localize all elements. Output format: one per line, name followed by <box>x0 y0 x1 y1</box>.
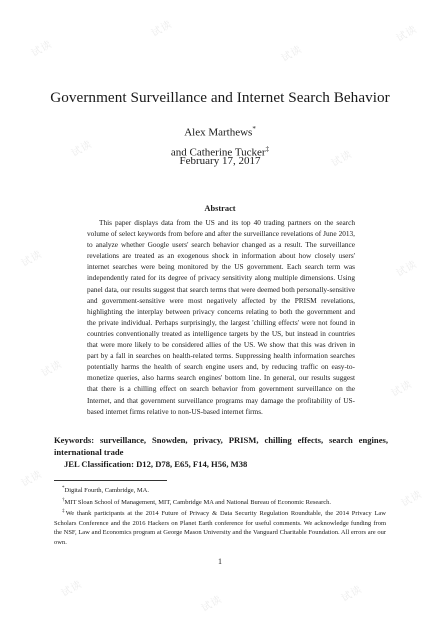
watermark-text: 试读 <box>339 583 365 605</box>
watermark-text: 试读 <box>69 138 95 160</box>
watermark-text: 试读 <box>29 38 55 60</box>
watermark-text: 试读 <box>279 43 305 65</box>
page-number: 1 <box>218 557 222 566</box>
paper-date: February 17, 2017 <box>179 155 261 167</box>
footnote-mark: * <box>62 486 65 491</box>
author-footnote-mark: ‡ <box>265 144 270 153</box>
watermark-text: 试读 <box>19 248 45 270</box>
footnote <box>54 484 386 496</box>
footnote-mark: ‡ <box>62 509 66 515</box>
jel-classification: JEL Classification: D12, D78, E65, F14, H56, M38 <box>64 459 248 469</box>
author-line-1 <box>0 121 440 141</box>
footnote <box>54 496 386 508</box>
watermark-text: 试读 <box>19 468 45 490</box>
watermark-text: 试读 <box>394 23 420 45</box>
author-footnote-mark: * <box>252 125 256 133</box>
footnote-text: Digital Fourth, Cambridge, MA. <box>64 487 149 495</box>
keywords: Keywords: surveillance, Snowden, privacy, PRISM, chilling effects, search engines, international trade <box>54 435 388 457</box>
watermark-text: 试读 <box>399 488 425 510</box>
footnote-text: We thank participants at the 2014 Future of Privacy & Data Security Regulation Roundtable, the 2014 Privacy Law Scholars Conference and the 2016 Hackers on Planet Earth conference for useful comments. We acknowledge funding from the NSF, Law and Economics program at George Mason University and the Vanguard Charitable Foundation. All errors are our own. <box>54 510 386 546</box>
author-name: Alex Marthews <box>184 126 253 139</box>
watermark-text: 试读 <box>199 593 225 615</box>
abstract-text: This paper displays data from the US and its top 40 trading partners on the search volume of select keywords from before and after the surveillance revelations of June 2013, to analyze whether Google users' search behavior changed as a result. The surveillance revelations are treated as an exogenous shock in information about how closely users' internet searches were being monitored by the US government. Each search term was independently rated for its degree of privacy sensitivity along multiple dimensions. Using panel data, our results suggest that search terms that were deemed both personally-sensitive and government-sensitive were most negatively affected by the PRISM revelations, highlighting the interplay between privacy concerns relating to both the government and the private individual. Perhaps surprisingly, the largest 'chilling effects' were not found in countries conventionally treated as intelligence targets by the US, but instead in countries that were more likely to be considered allies of the US. We show that this was driven in part by a fall in searches on health-related terms. Suppressing health information searches potentially harms the health of search engine users and, by reducing traffic on easy-to-monetize queries, also harms search engines' bottom line. In general, our results suggest that there is a chilling effect on search behavior from government surveillance on the Internet, and that government surveillance programs may damage the profitability of US-based internet firms relative to non-US-based internet firms. <box>87 218 355 416</box>
watermark-text: 试读 <box>389 378 415 400</box>
footnote-text: MIT Sloan School of Management, MIT, Cambridge MA and National Bureau of Economic Research. <box>64 498 332 506</box>
watermark-text: 试读 <box>59 578 85 600</box>
footnote-mark: † <box>62 497 65 503</box>
abstract-heading: Abstract <box>204 204 236 213</box>
watermark-text: 试读 <box>394 258 420 280</box>
author-name: and Catherine Tucker <box>170 146 266 159</box>
watermark-text: 试读 <box>39 358 65 380</box>
watermark-text: 试读 <box>149 18 175 40</box>
footnote <box>54 507 386 547</box>
footnote-rule <box>54 480 167 481</box>
footnotes <box>54 484 386 547</box>
paper-title: Government Surveillance and Internet Search Behavior <box>50 89 390 106</box>
watermark-text: 试读 <box>329 148 355 170</box>
